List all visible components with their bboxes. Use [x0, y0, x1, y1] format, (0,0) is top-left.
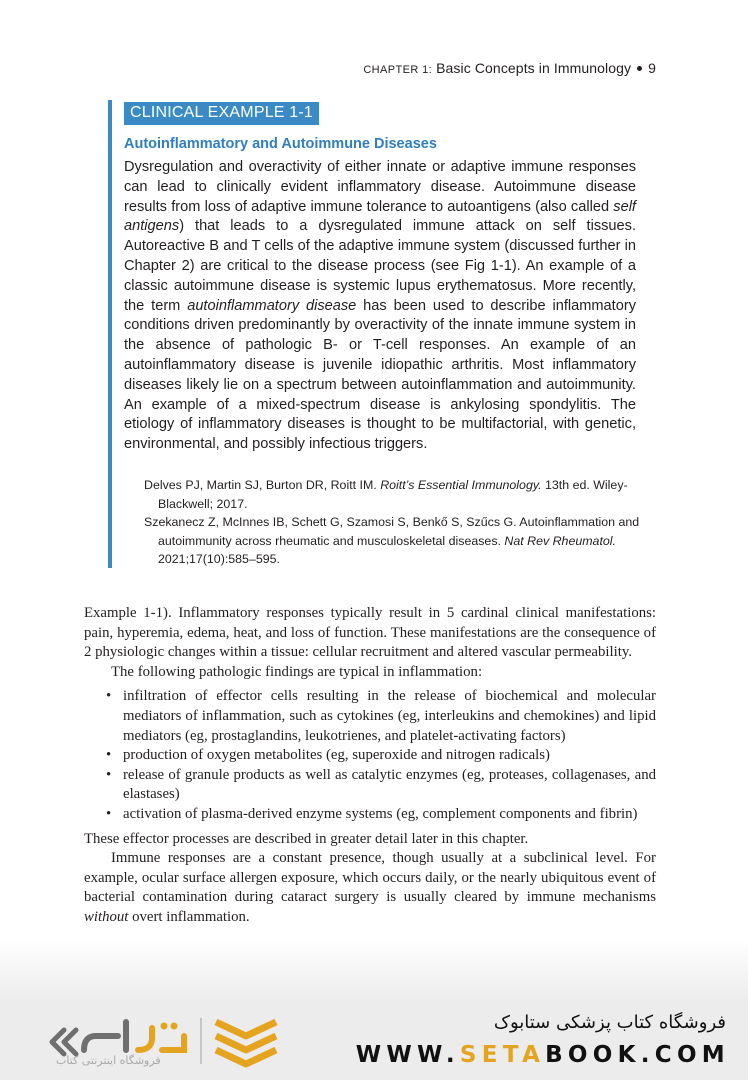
body-text: has been used to describe inflammatory conditions driven predominantly by overactivity of the innate immune system in the absence of pathologic B- or T-cell responses. An example of an autoinflammatory disease is juvenile idiopathic arthritis. Most inflammatory diseases likely lie on a spectrum between autoinflammation and autoimmunity. An example of a mixed-spectrum disease is ankylosing spondylitis. The etiology of inflammatory diseases is thought to be multifactorial, with genetic, environmental, and possibly infectious triggers.	[124, 297, 636, 453]
list-item: • release of granule products as well as catalytic enzymes (eg, proteases, collagenases, and elastases)	[106, 766, 656, 805]
findings-list	[84, 687, 656, 824]
clinical-example-title: Autoinflammatory and Autoimmune Diseases	[124, 136, 437, 152]
reference-source: Roitt’s Essential Immunology.	[380, 478, 542, 492]
paragraph: These effector processes are described in greater detail later in this chapter.	[84, 830, 529, 847]
paragraph: Example 1-1). Inflammatory responses typically result in 5 cardinal clinical manifestations: pain, hyperemia, edema, heat, and loss of function. These manifestations are the consequence of 2 physiologic changes within a tissue: cellular recruitment and altered vascular permeability.	[84, 605, 656, 661]
url-highlight: SETA	[459, 1042, 546, 1068]
reference-item	[144, 513, 644, 569]
reference-details: 13th ed. Wiley-Blackwell; 2017.	[158, 478, 628, 511]
url-part: WWW.	[355, 1042, 460, 1068]
reference-authors: Szekanecz Z, McInnes IB, Schett G, Szamosi S, Benkő S, Szűcs G. Autoinflammation and autoimmunity across rheumatic and musculoskeletal diseases.	[144, 515, 640, 548]
reference-details: 2021;17(10):585–595.	[158, 552, 280, 566]
store-footer-banner	[0, 998, 748, 1080]
body-text: Dysregulation and overactivity of either innate or adaptive immune responses can lead to clinically evident inflammatory disease. Autoimmune disease results from loss of adaptive immune tolerance to autoantigens (also called	[124, 159, 636, 215]
reference-item	[144, 476, 644, 513]
list-item: • production of oxygen metabolites (eg, superoxide and nitrogen radicals)	[106, 746, 656, 766]
page-number: 9	[648, 60, 656, 76]
list-item: • infiltration of effector cells resulting in the release of biochemical and molecular mediators of inflammation, such as cytokines (eg, interleukins and chemokines) and lipid mediators (eg, prostaglandins, leukotrienes, and platelet-activating factors)	[106, 687, 656, 746]
body-emphasis: self antigens	[124, 198, 636, 235]
main-text	[84, 604, 656, 928]
running-head	[363, 60, 656, 76]
running-head-title: Basic Concepts in Immunology	[436, 60, 632, 76]
footer-fade	[0, 940, 748, 1000]
paragraph	[84, 849, 656, 927]
clinical-example-box	[108, 100, 660, 568]
reference-list	[144, 476, 644, 569]
store-name: فروشگاه کتاب پزشکی ستابوک	[493, 1012, 726, 1033]
paragraph-text: Immune responses are a constant presence, though usually at a subclinical level. For example, ocular surface allergen exposure, which occurs daily, or the nearly ubiquitous event of bacterial contamination during cataract surgery is usually cleared by immune mechanisms	[84, 850, 656, 906]
body-text: ) that leads to a dysregulated immune attack on self tissues. Autoreactive B and T cells of the adaptive immune system (discussed further in Chapter 2) are critical to the disease process (see Fig 1-1). An example of a classic autoimmune disease is systemic lupus erythematosus. More recently, the term	[124, 218, 636, 314]
bullet-separator-icon	[637, 66, 642, 71]
paragraph-emphasis: without	[84, 908, 129, 925]
store-url-link[interactable]	[356, 1042, 730, 1068]
running-head-chapter: CHAPTER 1:	[363, 64, 433, 76]
paragraph-text: overt inflammation.	[128, 908, 250, 925]
paragraph: The following pathologic findings are typical in inflammation:	[111, 663, 483, 680]
logo-divider	[200, 1018, 202, 1064]
reference-authors: Delves PJ, Martin SJ, Burton DR, Roitt IM.	[144, 478, 381, 492]
reference-source: Nat Rev Rheumatol.	[504, 533, 616, 548]
clinical-example-body	[124, 158, 636, 455]
logo-caption: فروشگاه اینترنتی کتاب	[56, 1054, 161, 1067]
body-emphasis: autoinflammatory disease	[187, 297, 357, 314]
url-part: BOOK.COM	[545, 1042, 730, 1068]
book-stack-logo-icon	[208, 1012, 284, 1072]
clinical-example-tag: CLINICAL EXAMPLE 1-1	[124, 102, 319, 125]
list-item: • activation of plasma-derived enzyme systems (eg, complement components and fibrin)	[106, 805, 656, 825]
